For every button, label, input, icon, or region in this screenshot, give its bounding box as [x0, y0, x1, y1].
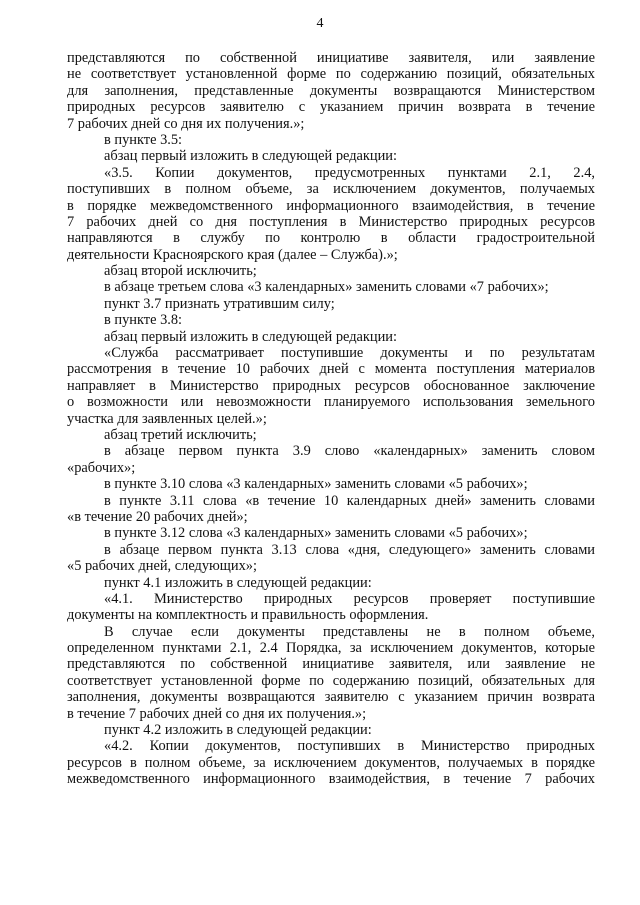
text-line: в абзаце третьем слова «3 календарных» заменить словами «7 рабочих»; [104, 279, 549, 296]
text-line: документы на комплектность и правильность оформления. [67, 607, 429, 624]
text-line: «в течение 20 рабочих дней»; [67, 508, 248, 525]
text-line: «рабочих»; [67, 459, 136, 476]
text-line: деятельности Красноярского края (далее – Служба).»; [67, 246, 398, 263]
text-line: 7 рабочих дней со дня поступления в Министерство природных ресурсов [67, 213, 595, 230]
text-line: природных ресурсов заявителю с указанием причин возврата в течение [67, 99, 595, 116]
text-line: заполнения, документы возвращаются заявителю с указанием причин возврата [67, 689, 595, 706]
text-line: определенном пунктами 2.1, 2.4 Порядка, за исключением документов, которые [67, 640, 595, 657]
text-line: пункт 4.1 изложить в следующей редакции: [104, 574, 372, 591]
text-line: 7 рабочих дней со дня их получения.»; [67, 115, 305, 132]
text-line: представляются по собственной инициативе заявителя, или заявление не [67, 656, 595, 673]
text-line: в абзаце первом пункта 3.9 слово «календарных» заменить словом [104, 443, 595, 460]
document-body [67, 50, 595, 788]
text-line: абзац третий исключить; [104, 426, 257, 443]
text-line: ресурсов в полном объеме, за исключением документов, получаемых в порядке [67, 754, 595, 771]
text-line: направляются в службу по контролю в области градостроительной [67, 230, 595, 247]
text-line: абзац первый изложить в следующей редакции: [104, 148, 398, 165]
text-line: «5 рабочих дней, следующих»; [67, 558, 257, 575]
text-line: в абзаце первом пункта 3.13 слова «дня, следующего» заменить словами [104, 541, 595, 558]
text-line: межведомственного информационного взаимодействия, в течение 7 рабочих [67, 771, 595, 788]
text-line: В случае если документы представлены не в полном объеме, [104, 623, 595, 640]
text-line: в пункте 3.8: [104, 312, 183, 329]
text-line: в пункте 3.5: [104, 131, 183, 148]
text-line: абзац второй исключить; [104, 263, 257, 280]
text-line: поступивших в полном объеме, за исключением документов, получаемых [67, 181, 595, 198]
text-line: не соответствует установленной форме по содержанию позиций, обязательных [67, 66, 595, 83]
text-line: «Служба рассматривает поступившие документы и по результатам [104, 345, 595, 362]
text-line: пункт 4.2 изложить в следующей редакции: [104, 722, 372, 739]
text-line: направляет в Министерство природных ресурсов обоснованное заключение [67, 377, 595, 394]
text-line: в пункте 3.12 слова «3 календарных» заменить словами «5 рабочих»; [104, 525, 528, 542]
text-line: в пункте 3.11 слова «в течение 10 календарных дней» заменить словами [104, 492, 595, 509]
text-line: в течение 7 рабочих дней со дня их получения.»; [67, 705, 367, 722]
text-line: для заполнения, представленные документы возвращаются Министерством [67, 82, 595, 99]
text-line: «4.2. Копии документов, поступивших в Министерство природных [104, 738, 595, 755]
text-line: «3.5. Копии документов, предусмотренных пунктами 2.1, 2.4, [104, 164, 595, 181]
text-line: абзац первый изложить в следующей редакции: [104, 328, 398, 345]
text-line: о возможности или невозможности планируемого использования земельного [67, 394, 595, 411]
text-line: в порядке межведомственного информационного взаимодействия, в течение [67, 197, 595, 214]
text-line: «4.1. Министерство природных ресурсов проверяет поступившие [104, 590, 595, 607]
page-number: 4 [316, 16, 324, 31]
text-line: пункт 3.7 признать утратившим силу; [104, 295, 335, 312]
text-line: рассмотрения в течение 10 рабочих дней с момента поступления материалов [67, 361, 595, 378]
text-line: участка для заявленных целей.»; [67, 410, 267, 427]
text-line: соответствует установленной форме по содержанию позиций, обязательных для [67, 672, 595, 689]
text-line: представляются по собственной инициативе заявителя, или заявление [67, 50, 595, 66]
text-line: в пункте 3.10 слова «3 календарных» заменить словами «5 рабочих»; [104, 476, 528, 493]
